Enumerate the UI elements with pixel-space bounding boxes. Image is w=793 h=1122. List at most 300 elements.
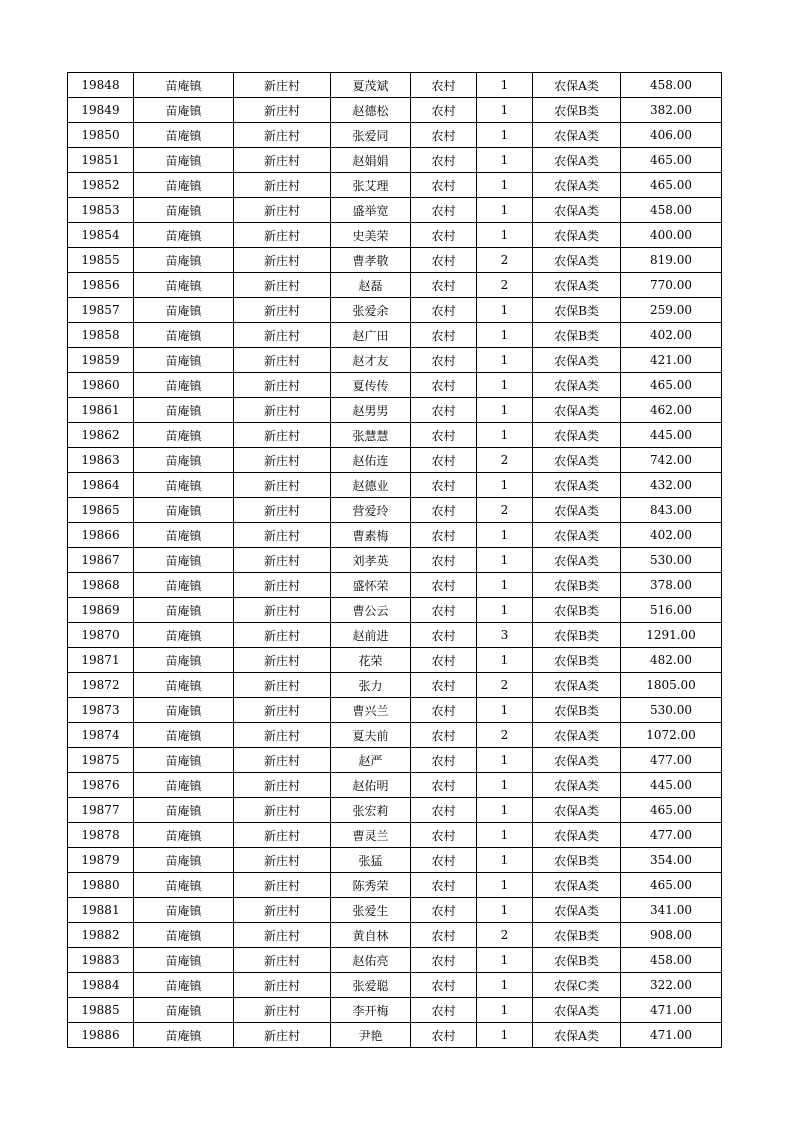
record-id-cell: 19853 bbox=[68, 198, 134, 223]
town-cell: 苗庵镇 bbox=[134, 773, 234, 798]
name-cell: 张爱余 bbox=[331, 298, 411, 323]
insurance-class-cell: 农保A类 bbox=[533, 748, 621, 773]
household-count-cell: 1 bbox=[477, 698, 533, 723]
town-cell: 苗庵镇 bbox=[134, 198, 234, 223]
household-count-cell: 2 bbox=[477, 448, 533, 473]
name-cell: 刘孝英 bbox=[331, 548, 411, 573]
record-id-cell: 19864 bbox=[68, 473, 134, 498]
area-type-cell: 农村 bbox=[411, 198, 477, 223]
area-type-cell: 农村 bbox=[411, 673, 477, 698]
village-cell: 新庄村 bbox=[234, 648, 331, 673]
area-type-cell: 农村 bbox=[411, 823, 477, 848]
table-row bbox=[68, 548, 722, 573]
insurance-class-cell: 农保B类 bbox=[533, 648, 621, 673]
name-cell: 张艾理 bbox=[331, 173, 411, 198]
village-cell: 新庄村 bbox=[234, 273, 331, 298]
insurance-class-cell: 农保A类 bbox=[533, 873, 621, 898]
table-row bbox=[68, 248, 722, 273]
table-row bbox=[68, 423, 722, 448]
village-cell: 新庄村 bbox=[234, 398, 331, 423]
record-id-cell: 19852 bbox=[68, 173, 134, 198]
household-count-cell: 1 bbox=[477, 998, 533, 1023]
name-cell: 花荣 bbox=[331, 648, 411, 673]
household-count-cell: 1 bbox=[477, 648, 533, 673]
insurance-class-cell: 农保A类 bbox=[533, 148, 621, 173]
record-id-cell: 19880 bbox=[68, 873, 134, 898]
village-cell: 新庄村 bbox=[234, 323, 331, 348]
town-cell: 苗庵镇 bbox=[134, 123, 234, 148]
amount-cell: 471.00 bbox=[621, 1023, 722, 1048]
record-id-cell: 19870 bbox=[68, 623, 134, 648]
household-count-cell: 1 bbox=[477, 473, 533, 498]
amount-cell: 770.00 bbox=[621, 273, 722, 298]
village-cell: 新庄村 bbox=[234, 823, 331, 848]
insurance-class-cell: 农保A类 bbox=[533, 1023, 621, 1048]
household-count-cell: 1 bbox=[477, 773, 533, 798]
town-cell: 苗庵镇 bbox=[134, 473, 234, 498]
town-cell: 苗庵镇 bbox=[134, 923, 234, 948]
amount-cell: 400.00 bbox=[621, 223, 722, 248]
amount-cell: 458.00 bbox=[621, 948, 722, 973]
amount-cell: 341.00 bbox=[621, 898, 722, 923]
village-cell: 新庄村 bbox=[234, 598, 331, 623]
table-row bbox=[68, 573, 722, 598]
village-cell: 新庄村 bbox=[234, 73, 331, 98]
insurance-class-cell: 农保B类 bbox=[533, 98, 621, 123]
name-cell: 张爱生 bbox=[331, 898, 411, 923]
insurance-class-cell: 农保A类 bbox=[533, 548, 621, 573]
village-cell: 新庄村 bbox=[234, 348, 331, 373]
town-cell: 苗庵镇 bbox=[134, 648, 234, 673]
record-id-cell: 19859 bbox=[68, 348, 134, 373]
village-cell: 新庄村 bbox=[234, 523, 331, 548]
insurance-class-cell: 农保B类 bbox=[533, 598, 621, 623]
town-cell: 苗庵镇 bbox=[134, 973, 234, 998]
record-id-cell: 19849 bbox=[68, 98, 134, 123]
name-cell: 赵佑亮 bbox=[331, 948, 411, 973]
area-type-cell: 农村 bbox=[411, 373, 477, 398]
insurance-class-cell: 农保A类 bbox=[533, 423, 621, 448]
village-cell: 新庄村 bbox=[234, 148, 331, 173]
insurance-class-cell: 农保A类 bbox=[533, 773, 621, 798]
record-id-cell: 19857 bbox=[68, 298, 134, 323]
roster-table bbox=[67, 72, 722, 1048]
insurance-class-cell: 农保A类 bbox=[533, 273, 621, 298]
town-cell: 苗庵镇 bbox=[134, 98, 234, 123]
town-cell: 苗庵镇 bbox=[134, 73, 234, 98]
village-cell: 新庄村 bbox=[234, 698, 331, 723]
town-cell: 苗庵镇 bbox=[134, 423, 234, 448]
household-count-cell: 1 bbox=[477, 123, 533, 148]
record-id-cell: 19877 bbox=[68, 798, 134, 823]
insurance-class-cell: 农保A类 bbox=[533, 348, 621, 373]
town-cell: 苗庵镇 bbox=[134, 848, 234, 873]
amount-cell: 445.00 bbox=[621, 773, 722, 798]
village-cell: 新庄村 bbox=[234, 798, 331, 823]
insurance-class-cell: 农保B类 bbox=[533, 848, 621, 873]
table-row bbox=[68, 748, 722, 773]
amount-cell: 465.00 bbox=[621, 373, 722, 398]
record-id-cell: 19881 bbox=[68, 898, 134, 923]
amount-cell: 742.00 bbox=[621, 448, 722, 473]
town-cell: 苗庵镇 bbox=[134, 698, 234, 723]
area-type-cell: 农村 bbox=[411, 798, 477, 823]
name-cell: 黄自林 bbox=[331, 923, 411, 948]
area-type-cell: 农村 bbox=[411, 398, 477, 423]
area-type-cell: 农村 bbox=[411, 473, 477, 498]
area-type-cell: 农村 bbox=[411, 148, 477, 173]
household-count-cell: 1 bbox=[477, 323, 533, 348]
village-cell: 新庄村 bbox=[234, 498, 331, 523]
household-count-cell: 1 bbox=[477, 548, 533, 573]
record-id-cell: 19867 bbox=[68, 548, 134, 573]
table-row bbox=[68, 673, 722, 698]
insurance-class-cell: 农保A类 bbox=[533, 173, 621, 198]
amount-cell: 1805.00 bbox=[621, 673, 722, 698]
insurance-class-cell: 农保B类 bbox=[533, 573, 621, 598]
town-cell: 苗庵镇 bbox=[134, 998, 234, 1023]
household-count-cell: 1 bbox=[477, 298, 533, 323]
amount-cell: 482.00 bbox=[621, 648, 722, 673]
table-row bbox=[68, 948, 722, 973]
insurance-class-cell: 农保A类 bbox=[533, 123, 621, 148]
area-type-cell: 农村 bbox=[411, 448, 477, 473]
household-count-cell: 1 bbox=[477, 148, 533, 173]
table-row bbox=[68, 73, 722, 98]
area-type-cell: 农村 bbox=[411, 923, 477, 948]
amount-cell: 382.00 bbox=[621, 98, 722, 123]
record-id-cell: 19850 bbox=[68, 123, 134, 148]
household-count-cell: 1 bbox=[477, 398, 533, 423]
area-type-cell: 农村 bbox=[411, 698, 477, 723]
record-id-cell: 19878 bbox=[68, 823, 134, 848]
amount-cell: 465.00 bbox=[621, 873, 722, 898]
household-count-cell: 1 bbox=[477, 423, 533, 448]
household-count-cell: 1 bbox=[477, 898, 533, 923]
village-cell: 新庄村 bbox=[234, 548, 331, 573]
table-row bbox=[68, 523, 722, 548]
amount-cell: 322.00 bbox=[621, 973, 722, 998]
table-row bbox=[68, 773, 722, 798]
household-count-cell: 1 bbox=[477, 523, 533, 548]
roster-body bbox=[68, 73, 722, 1048]
name-cell: 盛怀荣 bbox=[331, 573, 411, 598]
record-id-cell: 19886 bbox=[68, 1023, 134, 1048]
amount-cell: 458.00 bbox=[621, 73, 722, 98]
insurance-class-cell: 农保B类 bbox=[533, 298, 621, 323]
amount-cell: 471.00 bbox=[621, 998, 722, 1023]
name-cell: 赵才友 bbox=[331, 348, 411, 373]
amount-cell: 1291.00 bbox=[621, 623, 722, 648]
table-row bbox=[68, 798, 722, 823]
amount-cell: 465.00 bbox=[621, 173, 722, 198]
town-cell: 苗庵镇 bbox=[134, 573, 234, 598]
household-count-cell: 2 bbox=[477, 498, 533, 523]
insurance-class-cell: 农保A类 bbox=[533, 448, 621, 473]
village-cell: 新庄村 bbox=[234, 223, 331, 248]
name-cell: 张宏莉 bbox=[331, 798, 411, 823]
area-type-cell: 农村 bbox=[411, 723, 477, 748]
town-cell: 苗庵镇 bbox=[134, 173, 234, 198]
area-type-cell: 农村 bbox=[411, 648, 477, 673]
area-type-cell: 农村 bbox=[411, 773, 477, 798]
area-type-cell: 农村 bbox=[411, 348, 477, 373]
village-cell: 新庄村 bbox=[234, 873, 331, 898]
town-cell: 苗庵镇 bbox=[134, 348, 234, 373]
insurance-class-cell: 农保C类 bbox=[533, 973, 621, 998]
name-cell: 张爱聪 bbox=[331, 973, 411, 998]
town-cell: 苗庵镇 bbox=[134, 598, 234, 623]
table-row bbox=[68, 998, 722, 1023]
amount-cell: 402.00 bbox=[621, 323, 722, 348]
amount-cell: 445.00 bbox=[621, 423, 722, 448]
household-count-cell: 1 bbox=[477, 98, 533, 123]
record-id-cell: 19882 bbox=[68, 923, 134, 948]
table-row bbox=[68, 898, 722, 923]
area-type-cell: 农村 bbox=[411, 98, 477, 123]
household-count-cell: 1 bbox=[477, 373, 533, 398]
insurance-class-cell: 农保A类 bbox=[533, 998, 621, 1023]
table-row bbox=[68, 198, 722, 223]
insurance-class-cell: 农保A类 bbox=[533, 523, 621, 548]
record-id-cell: 19851 bbox=[68, 148, 134, 173]
town-cell: 苗庵镇 bbox=[134, 798, 234, 823]
town-cell: 苗庵镇 bbox=[134, 548, 234, 573]
table-row bbox=[68, 298, 722, 323]
area-type-cell: 农村 bbox=[411, 1023, 477, 1048]
insurance-class-cell: 农保A类 bbox=[533, 798, 621, 823]
table-row bbox=[68, 398, 722, 423]
table-row bbox=[68, 648, 722, 673]
village-cell: 新庄村 bbox=[234, 448, 331, 473]
amount-cell: 516.00 bbox=[621, 598, 722, 623]
record-id-cell: 19885 bbox=[68, 998, 134, 1023]
name-cell: 张慧慧 bbox=[331, 423, 411, 448]
town-cell: 苗庵镇 bbox=[134, 498, 234, 523]
town-cell: 苗庵镇 bbox=[134, 323, 234, 348]
insurance-class-cell: 农保A类 bbox=[533, 473, 621, 498]
table-row bbox=[68, 223, 722, 248]
household-count-cell: 1 bbox=[477, 73, 533, 98]
village-cell: 新庄村 bbox=[234, 1023, 331, 1048]
household-count-cell: 2 bbox=[477, 673, 533, 698]
village-cell: 新庄村 bbox=[234, 248, 331, 273]
record-id-cell: 19874 bbox=[68, 723, 134, 748]
name-cell: 曹孝敬 bbox=[331, 248, 411, 273]
amount-cell: 843.00 bbox=[621, 498, 722, 523]
record-id-cell: 19856 bbox=[68, 273, 134, 298]
name-cell: 夏传传 bbox=[331, 373, 411, 398]
insurance-class-cell: 农保A类 bbox=[533, 723, 621, 748]
record-id-cell: 19873 bbox=[68, 698, 134, 723]
household-count-cell: 2 bbox=[477, 923, 533, 948]
town-cell: 苗庵镇 bbox=[134, 673, 234, 698]
village-cell: 新庄村 bbox=[234, 623, 331, 648]
amount-cell: 530.00 bbox=[621, 698, 722, 723]
area-type-cell: 农村 bbox=[411, 498, 477, 523]
area-type-cell: 农村 bbox=[411, 223, 477, 248]
area-type-cell: 农村 bbox=[411, 748, 477, 773]
table-row bbox=[68, 98, 722, 123]
record-id-cell: 19865 bbox=[68, 498, 134, 523]
name-cell: 张猛 bbox=[331, 848, 411, 873]
household-count-cell: 1 bbox=[477, 198, 533, 223]
area-type-cell: 农村 bbox=[411, 848, 477, 873]
area-type-cell: 农村 bbox=[411, 523, 477, 548]
name-cell: 赵佑连 bbox=[331, 448, 411, 473]
area-type-cell: 农村 bbox=[411, 73, 477, 98]
town-cell: 苗庵镇 bbox=[134, 748, 234, 773]
name-cell: 曹公云 bbox=[331, 598, 411, 623]
household-count-cell: 2 bbox=[477, 248, 533, 273]
record-id-cell: 19868 bbox=[68, 573, 134, 598]
table-row bbox=[68, 873, 722, 898]
area-type-cell: 农村 bbox=[411, 248, 477, 273]
town-cell: 苗庵镇 bbox=[134, 373, 234, 398]
area-type-cell: 农村 bbox=[411, 873, 477, 898]
household-count-cell: 1 bbox=[477, 573, 533, 598]
name-cell: 赵娟娟 bbox=[331, 148, 411, 173]
village-cell: 新庄村 bbox=[234, 723, 331, 748]
household-count-cell: 2 bbox=[477, 273, 533, 298]
record-id-cell: 19848 bbox=[68, 73, 134, 98]
town-cell: 苗庵镇 bbox=[134, 873, 234, 898]
record-id-cell: 19872 bbox=[68, 673, 134, 698]
area-type-cell: 农村 bbox=[411, 598, 477, 623]
table-row bbox=[68, 923, 722, 948]
insurance-class-cell: 农保A类 bbox=[533, 373, 621, 398]
area-type-cell: 农村 bbox=[411, 123, 477, 148]
area-type-cell: 农村 bbox=[411, 298, 477, 323]
household-count-cell: 1 bbox=[477, 798, 533, 823]
village-cell: 新庄村 bbox=[234, 473, 331, 498]
village-cell: 新庄村 bbox=[234, 948, 331, 973]
town-cell: 苗庵镇 bbox=[134, 523, 234, 548]
town-cell: 苗庵镇 bbox=[134, 223, 234, 248]
amount-cell: 462.00 bbox=[621, 398, 722, 423]
table-row bbox=[68, 598, 722, 623]
amount-cell: 421.00 bbox=[621, 348, 722, 373]
name-cell: 张爱同 bbox=[331, 123, 411, 148]
household-count-cell: 2 bbox=[477, 723, 533, 748]
amount-cell: 908.00 bbox=[621, 923, 722, 948]
name-cell: 夏夫前 bbox=[331, 723, 411, 748]
area-type-cell: 农村 bbox=[411, 323, 477, 348]
town-cell: 苗庵镇 bbox=[134, 623, 234, 648]
insurance-class-cell: 农保B类 bbox=[533, 948, 621, 973]
name-cell: 赵德业 bbox=[331, 473, 411, 498]
table-row bbox=[68, 123, 722, 148]
name-cell: 曹灵兰 bbox=[331, 823, 411, 848]
table-row bbox=[68, 323, 722, 348]
village-cell: 新庄村 bbox=[234, 773, 331, 798]
record-id-cell: 19883 bbox=[68, 948, 134, 973]
town-cell: 苗庵镇 bbox=[134, 1023, 234, 1048]
town-cell: 苗庵镇 bbox=[134, 298, 234, 323]
area-type-cell: 农村 bbox=[411, 973, 477, 998]
village-cell: 新庄村 bbox=[234, 173, 331, 198]
record-id-cell: 19871 bbox=[68, 648, 134, 673]
area-type-cell: 农村 bbox=[411, 898, 477, 923]
village-cell: 新庄村 bbox=[234, 298, 331, 323]
name-cell: 赵严 bbox=[331, 748, 411, 773]
name-cell: 赵佑明 bbox=[331, 773, 411, 798]
village-cell: 新庄村 bbox=[234, 898, 331, 923]
town-cell: 苗庵镇 bbox=[134, 823, 234, 848]
record-id-cell: 19869 bbox=[68, 598, 134, 623]
insurance-class-cell: 农保A类 bbox=[533, 73, 621, 98]
table-row bbox=[68, 973, 722, 998]
insurance-class-cell: 农保A类 bbox=[533, 398, 621, 423]
table-row bbox=[68, 1023, 722, 1048]
name-cell: 曹素梅 bbox=[331, 523, 411, 548]
village-cell: 新庄村 bbox=[234, 748, 331, 773]
name-cell: 张力 bbox=[331, 673, 411, 698]
household-count-cell: 1 bbox=[477, 598, 533, 623]
village-cell: 新庄村 bbox=[234, 98, 331, 123]
name-cell: 陈秀荣 bbox=[331, 873, 411, 898]
amount-cell: 477.00 bbox=[621, 748, 722, 773]
town-cell: 苗庵镇 bbox=[134, 248, 234, 273]
record-id-cell: 19884 bbox=[68, 973, 134, 998]
name-cell: 史美荣 bbox=[331, 223, 411, 248]
village-cell: 新庄村 bbox=[234, 848, 331, 873]
insurance-class-cell: 农保A类 bbox=[533, 248, 621, 273]
town-cell: 苗庵镇 bbox=[134, 448, 234, 473]
area-type-cell: 农村 bbox=[411, 623, 477, 648]
amount-cell: 458.00 bbox=[621, 198, 722, 223]
amount-cell: 259.00 bbox=[621, 298, 722, 323]
name-cell: 盛举宽 bbox=[331, 198, 411, 223]
insurance-class-cell: 农保A类 bbox=[533, 898, 621, 923]
table-row bbox=[68, 348, 722, 373]
name-cell: 赵前进 bbox=[331, 623, 411, 648]
table-row bbox=[68, 698, 722, 723]
record-id-cell: 19876 bbox=[68, 773, 134, 798]
name-cell: 赵男男 bbox=[331, 398, 411, 423]
name-cell: 李开梅 bbox=[331, 998, 411, 1023]
household-count-cell: 1 bbox=[477, 348, 533, 373]
table-row bbox=[68, 473, 722, 498]
name-cell: 曹兴兰 bbox=[331, 698, 411, 723]
household-count-cell: 1 bbox=[477, 823, 533, 848]
record-id-cell: 19860 bbox=[68, 373, 134, 398]
record-id-cell: 19875 bbox=[68, 748, 134, 773]
insurance-class-cell: 农保B类 bbox=[533, 698, 621, 723]
household-count-cell: 1 bbox=[477, 748, 533, 773]
insurance-class-cell: 农保B类 bbox=[533, 923, 621, 948]
town-cell: 苗庵镇 bbox=[134, 948, 234, 973]
table-row bbox=[68, 623, 722, 648]
insurance-class-cell: 农保A类 bbox=[533, 823, 621, 848]
table-row bbox=[68, 273, 722, 298]
insurance-class-cell: 农保A类 bbox=[533, 498, 621, 523]
village-cell: 新庄村 bbox=[234, 923, 331, 948]
village-cell: 新庄村 bbox=[234, 198, 331, 223]
amount-cell: 477.00 bbox=[621, 823, 722, 848]
amount-cell: 819.00 bbox=[621, 248, 722, 273]
area-type-cell: 农村 bbox=[411, 573, 477, 598]
table-row bbox=[68, 723, 722, 748]
village-cell: 新庄村 bbox=[234, 123, 331, 148]
table-row bbox=[68, 823, 722, 848]
name-cell: 尹艳 bbox=[331, 1023, 411, 1048]
household-count-cell: 1 bbox=[477, 173, 533, 198]
area-type-cell: 农村 bbox=[411, 273, 477, 298]
household-count-cell: 1 bbox=[477, 1023, 533, 1048]
town-cell: 苗庵镇 bbox=[134, 723, 234, 748]
name-cell: 营爱玲 bbox=[331, 498, 411, 523]
